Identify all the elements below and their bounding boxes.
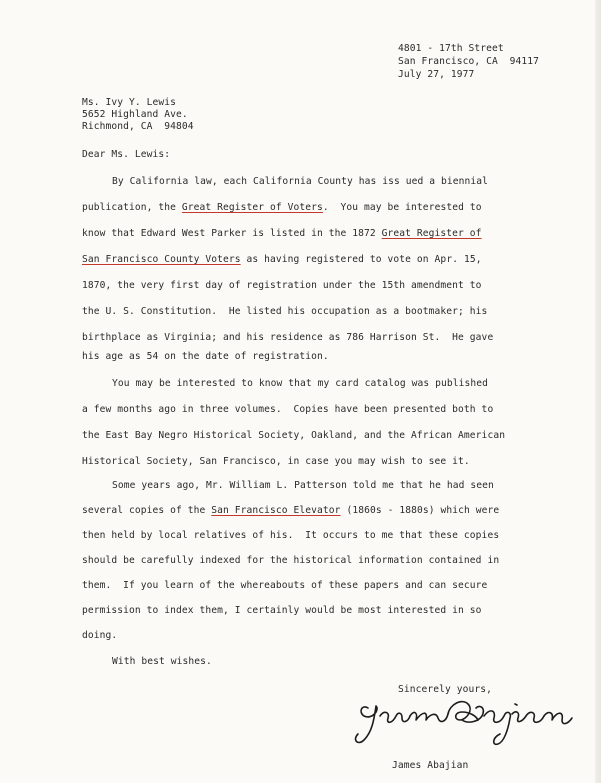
- p3-line-1: Some years ago, Mr. William L. Patterson told me that he had seen: [112, 480, 494, 491]
- title-sf-register-b: San Francisco County Voters: [82, 254, 241, 265]
- recipient-street: 5652 Highland Ave.: [82, 109, 188, 120]
- handwritten-signature: [350, 690, 575, 750]
- letter-date: July 27, 1977: [398, 69, 475, 80]
- p3-line-4: should be carefully indexed for the historical information contained in: [82, 555, 500, 566]
- p1-line-1: By California law, each California County has iss ued a biennial: [112, 176, 489, 187]
- salutation: Dear Ms. Lewis:: [82, 149, 171, 160]
- p1-line-2: publication, the Great Register of Voters. You may be interested to: [82, 202, 482, 213]
- p1-line-4: San Francisco County Voters as having registered to vote on Apr. 15,: [82, 254, 482, 265]
- p1-line-6: the U. S. Constitution. He listed his occupation as a bootmaker; his: [82, 306, 488, 317]
- recipient-city: Richmond, CA 94804: [82, 121, 194, 132]
- p3-line-7: doing.: [82, 630, 118, 641]
- p3-line-5: them. If you learn of the whereabouts of these papers and can secure: [82, 580, 488, 591]
- signature-name: James Abajian: [392, 760, 469, 771]
- title-sf-elevator: San Francisco Elevator: [211, 505, 341, 516]
- p1-line-3: know that Edward West Parker is listed in the 1872 Great Register of: [82, 228, 482, 239]
- p3-line-6: permission to index them, I certainly would be most interested in so: [82, 605, 482, 616]
- p1-line-7: birthplace as Virginia; and his residence as 786 Harrison St. He gave: [82, 332, 494, 343]
- title-great-register: Great Register of Voters: [181, 202, 323, 213]
- closing: Sincerely yours,: [398, 684, 493, 695]
- title-sf-register-a: Great Register of: [381, 228, 482, 239]
- page-edge: [595, 0, 601, 783]
- sender-city: San Francisco, CA 94117: [398, 56, 540, 67]
- recipient-name: Ms. Ivy Y. Lewis: [82, 97, 177, 108]
- p2-line-2: a few months ago in three volumes. Copies have been presented both to: [82, 404, 494, 415]
- p2-line-3: the East Bay Negro Historical Society, Oakland, and the African American: [82, 430, 506, 441]
- p2-line-1: You may be interested to know that my card catalog was published: [112, 378, 489, 389]
- closing-wishes: With best wishes.: [112, 656, 212, 667]
- p2-line-4: Historical Society, San Francisco, in case you may wish to see it.: [82, 456, 470, 467]
- p3-line-2: several copies of the San Francisco Elevator (1860s - 1880s) which were: [82, 505, 500, 516]
- p1-line-8: his age as 54 on the date of registration.: [82, 351, 329, 362]
- p3-line-3: then held by local relatives of his. It occurs to me that these copies: [82, 530, 500, 541]
- sender-street: 4801 - 17th Street: [398, 43, 504, 54]
- p1-line-5: 1870, the very first day of registration under the 15th amendment to: [82, 280, 482, 291]
